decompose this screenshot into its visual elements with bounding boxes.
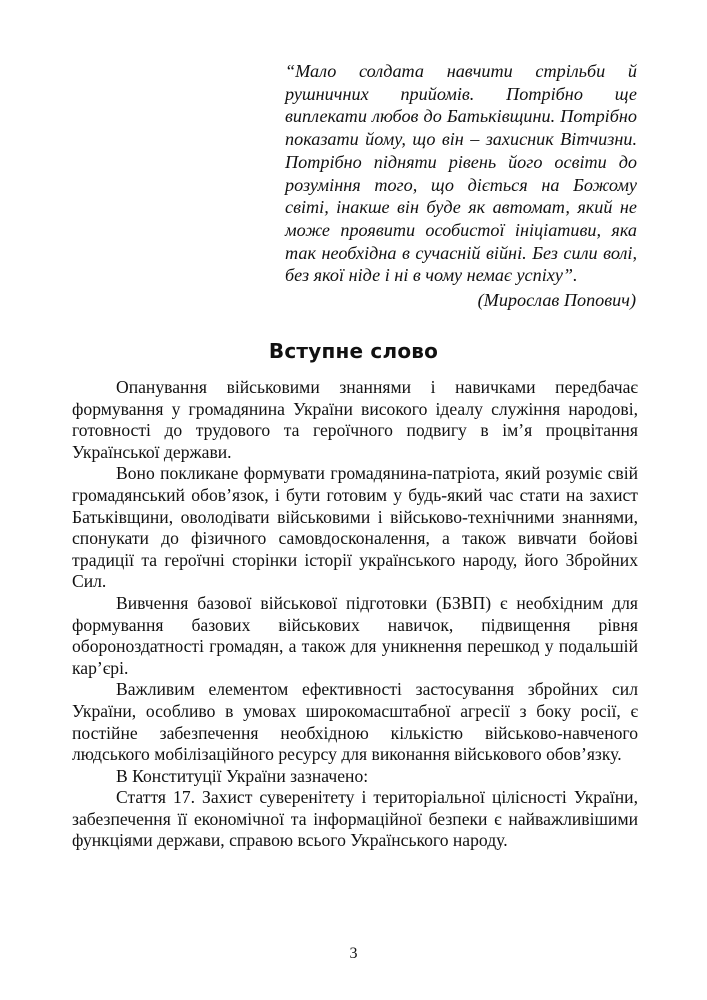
page-number: 3 xyxy=(349,945,358,962)
epigraph-quote: “Мало солдата навчити стрільби й рушничних прийомів. Потрібно ще виплекати любов до Батьківщини. Потрібно показати йому, що він – захисник Вітчизни. Потрібно підняти рівень його освіти до розуміння того, що діється на Божому світі, інакше він буде як автомат, який не може проявити особистої ініціативи, яка так необхідна в сучасній війні. Без сили волі, без якої ніде і ні в чому немає успіху”. xyxy=(285,61,637,286)
paragraph: Опанування військовими знаннями і навичками передбачає формування у громадянина України високого ідеалу служіння народові, готовності до трудового та героїчного подвигу в ім’я процвітання Української держави. xyxy=(72,377,638,462)
paragraph: Стаття 17. Захист суверенітету і територіальної цілісності України, забезпечення її економічної та інформаційної безпеки є найважливішими функціями держави, справою всього Українського народу. xyxy=(72,787,638,851)
epigraph-author: (Мирослав Попович) xyxy=(477,290,636,310)
paragraph: Воно покликане формувати громадянина-патріота, який розуміє свій громадянський обов’язок, і бути готовим у будь-який час стати на захист Батьківщини, оволодівати військовими і військово-технічними знаннями, спонукати до фізичного самовдосконалення, а також вивчати бойові традиції та героїчні сторінки історії українського народу, його Збройних Сил. xyxy=(72,463,638,592)
section-title: Вступне слово xyxy=(268,339,439,363)
paragraph: В Конституції України зазначено: xyxy=(116,765,369,786)
paragraph: Важливим елементом ефективності застосування збройних сил України, особливо в умовах широкомасштабної агресії з боку росії, є постійне забезпечення необхідною кількістю військово-навченого людського мобілізаційного ресурсу для виконання військового обов’язку. xyxy=(72,679,638,765)
paragraph: Вивчення базової військової підготовки (БЗВП) є необхідним для формування базових військових навичок, підвищення рівня обороноздатності громадян, а також для уникнення перешкод у подальшій кар’єрі. xyxy=(72,592,638,678)
section-body xyxy=(72,377,638,852)
